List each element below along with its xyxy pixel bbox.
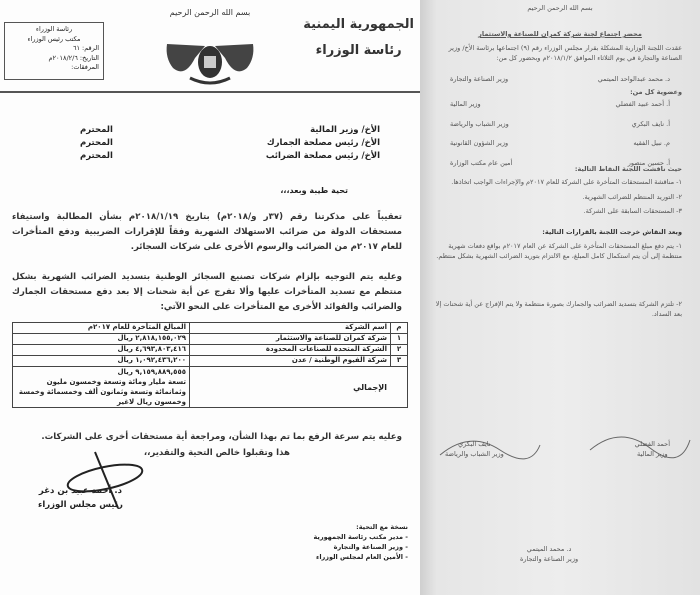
company-name: الشركة المتحدة للصناعات المحدودة: [190, 345, 391, 356]
signer-name: نايف البكري: [458, 440, 491, 448]
member-row: [450, 139, 670, 149]
agenda-item: ١- مناقشة المستحقات المتأخرة على الشركة للعام ٢٠١٧م والإجراءات الواجب اتخاذها.: [451, 178, 682, 186]
amount: ١,٠٩٢,٤٣٦,٢٠٠ ريال: [13, 356, 190, 367]
member-name: م. نبيل الفقيه: [633, 139, 670, 147]
cc-item: - مدير مكتب رئاسة الجمهورية: [313, 533, 408, 541]
signature-block: [38, 484, 123, 512]
amount: ٢,٨١٨,١٥٥,٠٢٩ ريال: [13, 334, 190, 345]
member-role: وزير الشباب والرياضة: [450, 119, 509, 128]
addressee: [80, 150, 380, 163]
row-number: ١: [391, 334, 408, 345]
presidency-name: رئاسة الوزراء: [315, 43, 402, 58]
paragraph-2: وعليه يتم التوجيه بإلزام شركات تصنيع السجائر الوطنية بتسديد الضرائب الشهرية بشكل منتظم مع تسديد المتأخرات عليها وألا تفرج عن أية شحنات إلا بعد دفع مستحقات الجمارك والضرائب والفوائد الأخرى مع المتأخرات على النحو الآتي:: [12, 272, 402, 312]
signature-slot: [635, 440, 670, 459]
minutes-basmala: بسم الله الرحمن الرحيم: [527, 4, 593, 12]
addressee-to: الأخ/ رئيس مصلحة الجمارك: [266, 138, 380, 148]
decision-1: ١- يتم دفع مبلغ المستحقات المتأخرة على الشركة عن العام ٢٠١٧م بواقع دفعات شهرية منتظمة إلى أن يتم استكمال كامل المبلغ، مع الالتزام بتوريد الضرائب الشهرية بشكل منتظم.: [436, 242, 682, 260]
row-number: ٣: [391, 356, 408, 367]
members-list: [450, 100, 670, 168]
member-name: أ. حسين منصور: [627, 158, 670, 167]
signer-name: د. محمد الميتمي: [526, 545, 572, 553]
member-row: [450, 120, 670, 130]
header-cell: م: [391, 323, 408, 334]
signer-role: وزير المالية: [636, 449, 668, 458]
total-label: الإجمالي: [190, 367, 408, 408]
basmala: بسم الله الرحمن الرحيم: [169, 8, 251, 17]
company-name: شركة كمران للصناعة والاستثمار: [190, 334, 391, 345]
signer-role: وزير الشباب والرياضة: [445, 449, 504, 458]
signer-title: رئيس مجلس الوزراء: [38, 500, 123, 510]
signer-role: وزير الصناعة والتجارة: [520, 554, 579, 563]
addressee-to: الأخ/ وزير المالية: [310, 125, 380, 135]
addressee-to: الأخ/ رئيس مصلحة الضرائب: [265, 151, 380, 161]
greeting: تحية طيبة وبعد،،،: [280, 186, 348, 195]
minutes-title: محضر اجتماع لجنة شركة كمران للصناعة والاستثمار: [478, 30, 642, 38]
member-role: وزير المالية: [450, 100, 481, 108]
member-name: د. محمد عبدالواحد الميتمي: [597, 75, 670, 83]
stamp-line: التاريخ: ٢٠١٨/٢/٦م: [48, 53, 99, 62]
row-number: ٢: [391, 345, 408, 356]
member-role: وزير الشؤون القانونية: [450, 139, 509, 147]
chair-line: [450, 75, 670, 85]
meeting-minutes-page: [420, 0, 700, 595]
republic-name: الجمهورية اليمنية: [303, 17, 414, 32]
signer-name: د. أحمد عبيد بن دغر: [38, 486, 122, 496]
reference-stamp: [4, 22, 104, 80]
closing: هذا وتقبلوا خالص التحية والتقدير،،: [143, 448, 290, 458]
header-cell: المبالغ المتأخرة للعام ٢٠١٧م: [13, 323, 190, 334]
stamp-line: المرفقات:: [71, 63, 99, 71]
member-name: أ. أحمد عبيد الفضلي: [615, 100, 670, 108]
addressees: [80, 124, 380, 163]
cc-item: - وزير الصناعة والتجارة: [333, 543, 408, 551]
stamp-line: الرقم: ٦١: [72, 44, 99, 52]
member-role: أمين عام مكتب الوزارة: [450, 158, 513, 167]
header-cell: اسم الشركة: [190, 323, 391, 334]
table-row: [13, 345, 408, 356]
decision-2: ٢- تلتزم الشركة بتسديد الضرائب والجمارك بصورة منتظمة ولا يتم الإفراج عن أية شحنات إلا بعد السداد.: [435, 300, 682, 318]
cc-list: [313, 522, 408, 562]
addressee-title: المحترم: [80, 151, 113, 161]
members-title: وعضوية كل من:: [630, 88, 682, 96]
company-name: شركة الفيوم الوطنية / عدن: [190, 356, 391, 367]
member-role: وزير الصناعة والتجارة: [450, 75, 509, 83]
total-words: تسعة مليار ومائة وتسعة وخمسون مليون وثمانمائة وتسعة وثمانون ألف وخمسمائة وخمسة وخمسون ريال لاغير: [18, 378, 186, 406]
minutes-intro: عقدت اللجنة الوزارية المشكلة بقرار مجلس الوزراء رقم (٩) اجتماعها برئاسة الأخ/ وزير الصناعة والتجارة في يوم الثلاثاء الموافق ٢٠١٨/١/٢م وبحضور كل من:: [448, 44, 682, 62]
table-row: [13, 334, 408, 345]
table-header-row: [13, 323, 408, 334]
addressee: [80, 137, 380, 150]
table-row: [13, 356, 408, 367]
signature-slot: [445, 440, 504, 459]
signature-slot: [520, 545, 578, 564]
cc-title: نسخة مع التحية:: [356, 523, 408, 531]
stamp-line: رئاسة الوزراء: [35, 25, 73, 33]
agenda-title: حيث ناقشت اللجنة النقاط التالية:: [574, 165, 682, 173]
paragraph-3: وعليه يتم سرعة الرفع بما تم بهذا الشأن، ومراجعة أية مستحقات أخرى على الشركات.: [41, 432, 402, 442]
letterhead-republic: [303, 12, 414, 64]
agenda-item: ٢- التوريد المنتظم للضرائب الشهرية.: [582, 192, 682, 201]
agenda-list: [432, 178, 682, 217]
header-divider: [0, 91, 420, 93]
paragraph-1: تعقيباً على مذكرتنا رقم (٣٧ر و/٢٠١٨م) بتاريخ ٢٠١٨/١/١٩م بشأن المطالبة واستيفاء مستحقات الدولة من ضرائب الاستهلاك الشهرية وفقاً للإقرارات الضريبية ودفع المتأخرات للعام ٢٠١٧م من الضرائب والرسوم الأخرى على شركات السجائر.: [12, 212, 403, 252]
yemen-eagle-emblem-icon: [165, 38, 255, 86]
stamp-line: مكتب رئيس الوزراء: [27, 34, 81, 43]
addressee: [80, 124, 380, 137]
cc-item: - الأمين العام لمجلس الوزراء: [316, 553, 408, 561]
total-row: [13, 367, 408, 408]
decisions-title: وبعد النقاش خرجت اللجنة بالقرارات التالية:: [542, 228, 682, 236]
amount: ٤,٦٩٣,٨٠٣,٤١٦ ريال: [13, 345, 190, 356]
addressee-title: المحترم: [80, 125, 113, 135]
member-row: [450, 100, 670, 110]
agenda-item: ٣- المستحقات السابقة على الشركة.: [583, 207, 682, 215]
arrears-table: [12, 322, 408, 408]
addressee-title: المحترم: [80, 138, 113, 148]
member-name: أ. نايف البكري: [631, 119, 670, 128]
signer-name: أحمد الفضلي: [634, 440, 670, 448]
total-value: ٩,١٥٩,٨٨٩,٥٥٥ ريال: [117, 368, 186, 376]
total-cell: [13, 367, 190, 408]
